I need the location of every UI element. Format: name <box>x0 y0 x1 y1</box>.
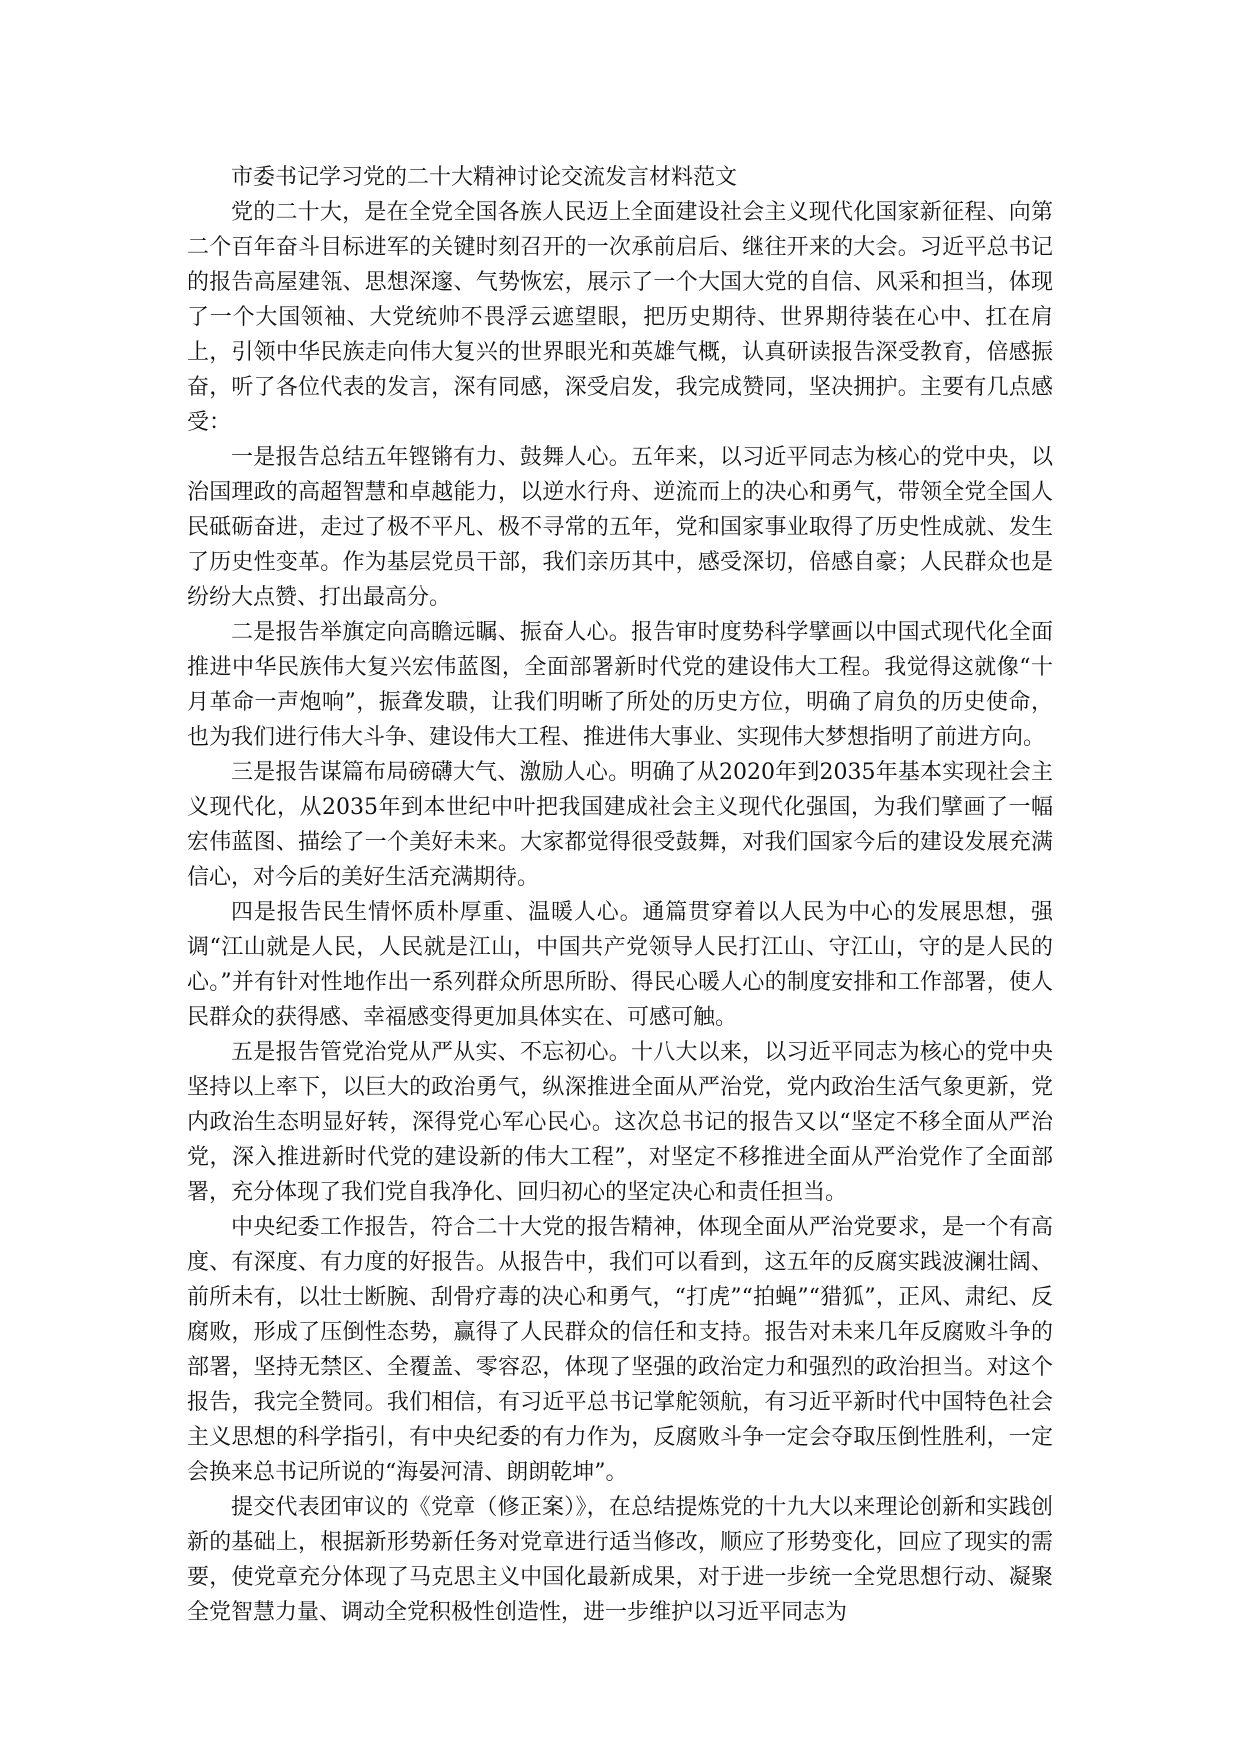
paragraph-point-three: 三是报告谋篇布局磅礴大气、激励人心。明确了从2020年到2035年基本实现社会主义现代化，从2035年到本世纪中叶把我国建成社会主义现代化强国，为我们擘画了一幅宏伟蓝图、描绘了一个美好未来。大家都觉得很受鼓舞，对我们国家今后的建设发展充满信心，对今后的美好生活充满期待。 <box>187 760 1053 890</box>
paragraph-point-one: 一是报告总结五年铿锵有力、鼓舞人心。五年来，以习近平同志为核心的党中央，以治国理政的高超智慧和卓越能力，以逆水行舟、逆流而上的决心和勇气，带领全党全国人民砥砺奋进，走过了极不平凡、极不寻常的五年，党和国家事业取得了历史性成就、发生了历史性变革。作为基层党员干部，我们亲历其中，感受深切，倍感自豪；人民群众也是纷纷大点赞、打出最高分。 <box>187 445 1053 610</box>
paragraph-point-two: 二是报告举旗定向高瞻远瞩、振奋人心。报告审时度势科学擘画以中国式现代化全面推进中华民族伟大复兴宏伟蓝图，全面部署新时代党的建设伟大工程。我觉得这就像“十月革命一声炮响”，振聋发聩，让我们明晰了所处的历史方位，明确了肩负的历史使命，也为我们进行伟大斗争、建设伟大工程、推进伟大事业、实现伟大梦想指明了前进方向。 <box>187 620 1053 750</box>
document-body <box>187 160 1053 1630</box>
paragraph-party-constitution: 提交代表团审议的《党章（修正案）》，在总结提炼党的十九大以来理论创新和实践创新的基础上，根据新形势新任务对党章进行适当修改，顺应了形势变化，回应了现实的需要，使党章充分体现了马克思主义中国化最新成果，对于进一步统一全党思想行动、凝聚全党智慧力量、调动全党积极性创造性，进一步维护以习近平同志为 <box>187 1495 1053 1625</box>
paragraph-point-four: 四是报告民生情怀质朴厚重、温暖人心。通篇贯穿着以人民为中心的发展思想，强调“江山就是人民，人民就是江山，中国共产党领导人民打江山、守江山，守的是人民的心。”并有针对性地作出一系列群众所思所盼、得民心暖人心的制度安排和工作部署，使人民群众的获得感、幸福感变得更加具体实在、可感可触。 <box>187 900 1054 1030</box>
paragraph-intro: 党的二十大，是在全党全国各族人民迈上全面建设社会主义现代化国家新征程、向第二个百年奋斗目标进军的关键时刻召开的一次承前启后、继往开来的大会。习近平总书记的报告高屋建瓴、思想深邃、气势恢宏，展示了一个大国大党的自信、风采和担当，体现了一个大国领袖、大党统帅不畏浮云遮望眼，把历史期待、世界期待装在心中、扛在肩上，引领中华民族走向伟大复兴的世界眼光和英雄气概，认真研读报告深受教育，倍感振奋，听了各位代表的发言，深有同感，深受启发，我完成赞同，坚决拥护。主要有几点感受： <box>187 200 1053 435</box>
paragraph-point-five: 五是报告管党治党从严从实、不忘初心。十八大以来，以习近平同志为核心的党中央坚持以上率下，以巨大的政治勇气，纵深推进全面从严治党，党内政治生活气象更新，党内政治生态明显好转，深得党心军心民心。这次总书记的报告又以“坚定不移全面从严治党，深入推进新时代党的建设新的伟大工程”，对坚定不移推进全面从严治党作了全面部署，充分体现了我们党自我净化、回归初心的坚定决心和责任担当。 <box>187 1040 1053 1205</box>
document-title: 市委书记学习党的二十大精神讨论交流发言材料范文 <box>231 165 738 190</box>
paragraph-discipline-report: 中央纪委工作报告，符合二十大党的报告精神，体现全面从严治党要求，是一个有高度、有深度、有力度的好报告。从报告中，我们可以看到，这五年的反腐实践波澜壮阔、前所未有，以壮士断腕、刮骨疗毒的决心和勇气，“打虎”“拍蝇”“猎狐”，正风、肃纪、反腐败，形成了压倒性态势，赢得了人民群众的信任和支持。报告对未来几年反腐败斗争的部署，坚持无禁区、全覆盖、零容忍，体现了坚强的政治定力和强烈的政治担当。对这个报告，我完全赞同。我们相信，有习近平总书记掌舵领航，有习近平新时代中国特色社会主义思想的科学指引，有中央纪委的有力作为，反腐败斗争一定会夺取压倒性胜利，一定会换来总书记所说的“海晏河清、朗朗乾坤”。 <box>187 1215 1053 1485</box>
